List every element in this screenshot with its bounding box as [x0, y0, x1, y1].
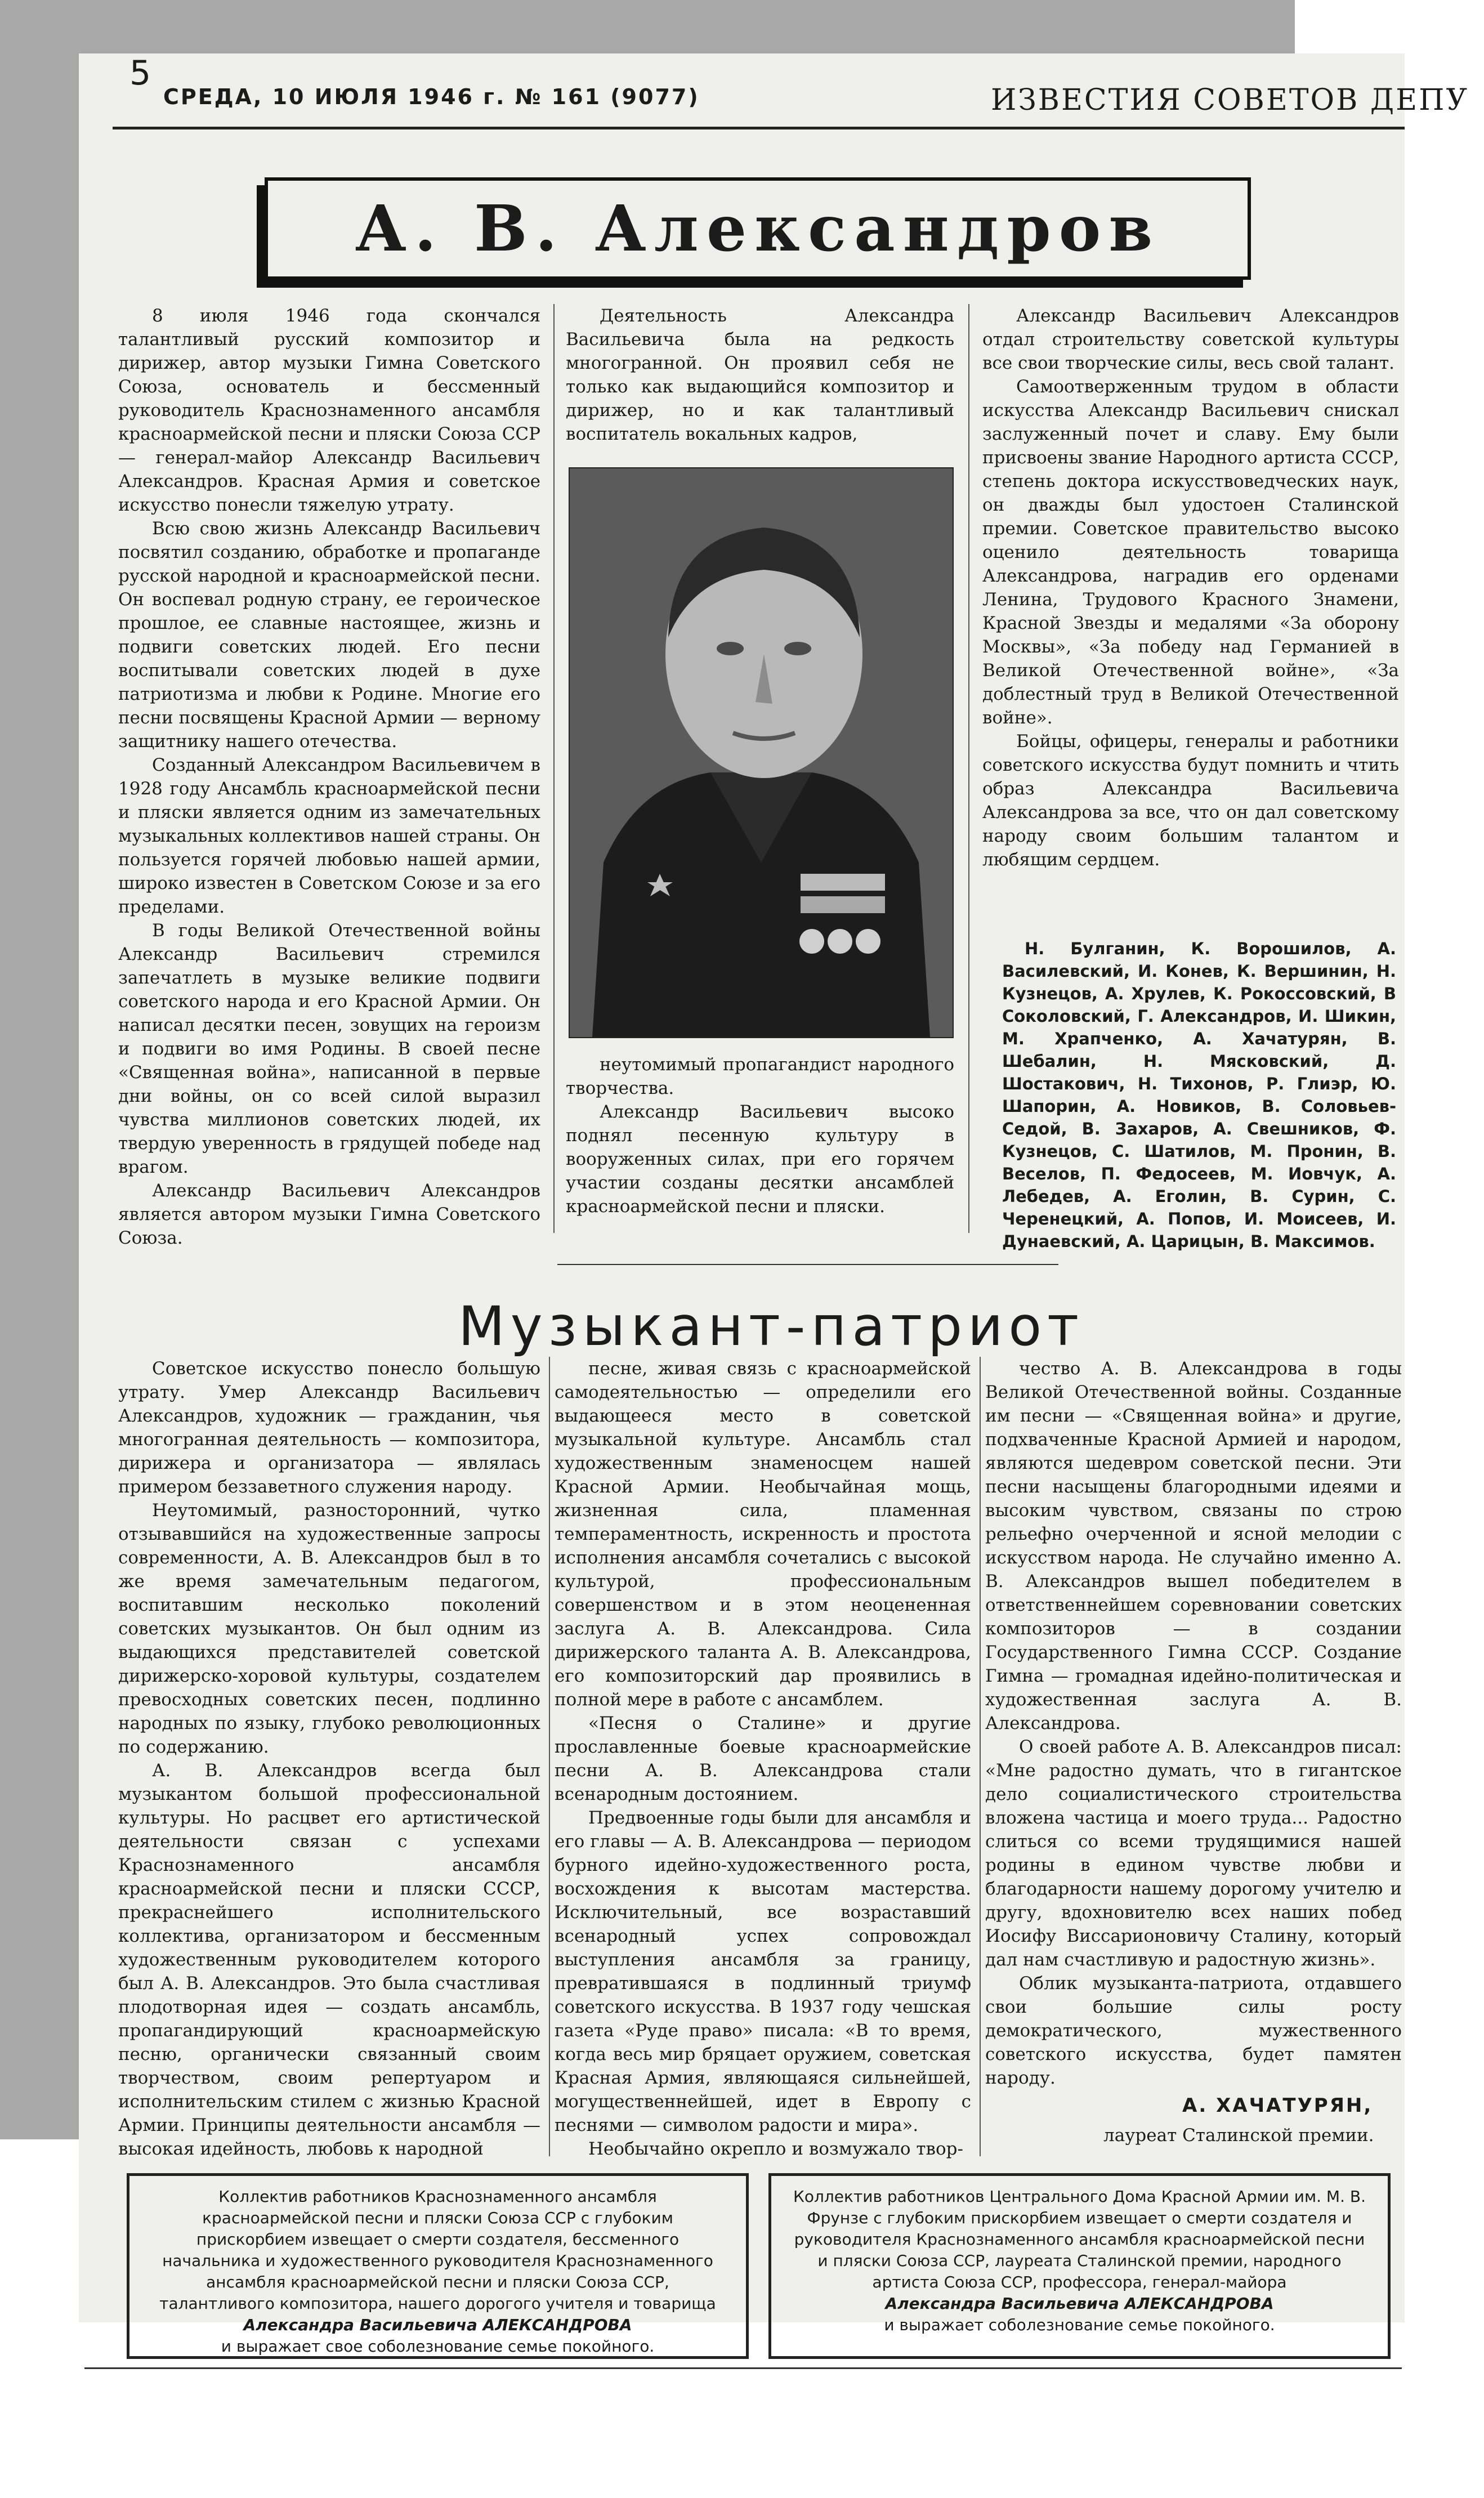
paragraph: Неутомимый, разносторонний, чутко отзывавшийся на художественные запросы современности, А. В. Александров был в то же время замечательным педагогом, воспитавшим несколько поколений советских музыкантов. Он был одним из выдающихся представителей советской дирижерско-хоровой культуры, создателем превосходных советских песен, подлинно народных по языку, глубоко революционных по содержанию.: [118, 1500, 540, 1757]
paragraph: Необычайно окрепло и возмужало твор-: [588, 2139, 963, 2159]
paragraph: А. В. Александров всегда был музыкантом большой профессиональной культуры. Но расцвет его артистической деятельности связан с успехами Краснознаменного ансамбля красноармейской песни и пляски СССР, прекраснейшего исполнительского коллектива, организатором и бессменным художественным руководителем которого был А. В. Александров. Это была счастливая плодотворная идея — создать ансамбль, пропагандирующий красноармейскую песню, органически связанный своим творчеством, своим репертуаром и исполнительским стилем с жизнью Красной Армии. Принципы деятельности ансамбля — высокая идейность, любовь к народной: [118, 1760, 540, 2159]
paragraph: Александр Васильевич высоко поднял песенную культуру в вооруженных силах, при его горячем участии созданы десятки ансамблей красноармейской песни и пляски.: [566, 1102, 954, 1217]
paragraph: Самоотверженным трудом в области искусства Александр Васильевич снискал заслуженный почет и славу. Ему были присвоены звание Народного артиста СССР, степень доктора искусствоведческих наук, он дважды был удостоен Сталинской премии. Советское правительство высоко оценило деятельность товарища Александрова, наградив его орденами Ленина, Трудового Красного Знамени, Красной Звезды и медалями «За оборону Москвы», «За победу над Германией в Великой Отечественной войне», «За доблестный труд в Великой Отечественной войне».: [982, 377, 1399, 728]
feature-column-1: [118, 1357, 540, 2161]
page-mark: 5: [129, 53, 151, 93]
paragraph: неутомимый пропагандист народного творчества.: [566, 1054, 954, 1098]
condolence-closing: и выражает соболезнование семье покойного.: [884, 2316, 1275, 2334]
column-rule: [980, 1357, 981, 2156]
paragraph: Александр Васильевич Александров является автором музыки Гимна Советского Союза.: [118, 1181, 540, 1248]
obituary-column-2-top: [566, 304, 954, 446]
feature-title: Музыкант-патриот: [458, 1295, 1085, 1358]
condolence-name: Александра Васильевича АЛЕКСАНДРОВА: [885, 2294, 1274, 2313]
signatories: Н. Булганин, К. Ворошилов, А. Василевский, И. Конев, К. Вершинин, Н. Кузнецов, А. Хрулев, К. Рокоссовский, В Соколовский, Г. Александров, И. Шикин, М. Храпченко, А. Хачатурян, В. Шебалин, Н. Мясковский, Д. Шостакович, Н. Тихонов, Р. Глиэр, Ю. Шапорин, А. Новиков, В. Соловьев-Седой, В. Захаров, А. Свешников, Ф. Кузнецов, С. Шатилов, М. Пронин, В. Веселов, П. Федосеев, М. Иовчук, А. Лебедев, А. Еголин, В. Сурин, С. Черенецкий, А. Попов, И. Моисеев, И. Дунаевский, А. Царицын, В. Максимов.: [1002, 939, 1396, 1251]
paragraph: чество А. В. Александрова в годы Великой Отечественной войны. Созданные им песни — «Священная война» и другие, подхваченные Красной Армией и народом, являются шедевром советской песни. Эти песни насыщены благородными идеями и высоким чувством, связаны по строю рельефно очерченной и ясной мелодии с искусством народа. Не случайно именно А. В. Александров вышел победителем в ответственнейшем соревновании советских композиторов — в создании Государственного Гимна СССР. Создание Гимна — громадная идейно-политическая и художественная заслуга А. В. Александрова.: [985, 1359, 1402, 1733]
obituary-column-2-bottom: [566, 1053, 954, 1218]
paragraph: Предвоенные годы были для ансамбля и его главы — А. В. Александрова — периодом бурного идейно-художественного роста, восхождения к высотам мастерства. Исключительный, все возраставший всенародный успех сопровождал выступления ансамбля за границу, превратившаяся в подлинный триумф советского искусства. В 1937 году чешская газета «Руде право» писала: «В то время, когда весь мир бряцает оружием, советская Красная Армия, являющаяся сильнейшей, могущественнейшей, идет в Европу с песнями — символом радости и мира».: [555, 1808, 971, 2135]
paragraph: Бойцы, офицеры, генералы и работники советского искусства будут помнить и чтить образ Александра Васильевича Александрова за все, что он дал советскому народу своим большим талантом и любящим сердцем.: [982, 731, 1399, 870]
paragraph: Созданный Александром Васильевичем в 1928 году Ансамбль красноармейской песни и пляски является одним из замечательных музыкальных коллективов нашей страны. Он пользуется горячей любовью нашей армии, широко известен в Советском Союзе и за его пределами.: [118, 755, 540, 917]
signatories-list: [1002, 937, 1396, 1253]
condolence-closing: и выражает свое соболезнование семье покойного.: [221, 2337, 655, 2356]
obituary-title: А. В. Александров: [265, 177, 1251, 280]
paragraph: О своей работе А. В. Александров писал: «Мне радостно думать, что в гигантское дело социалистического строительства вложена частица и моего труда... Радостно слиться со всеми трудящимися нашей родины в едином чувстве любви и благодарности нашему дорогому учителю и другу, вдохновителю всех наших побед Иосифу Виссарионовичу Сталину, который дал нам счастливую и радостную жизнь».: [985, 1737, 1402, 1970]
masthead-rule: [113, 127, 1405, 129]
condolence-text: Коллектив работников Краснознаменного ансамбля красноармейской песни и пляски Союза ССР с глубоким прискорбием извещает о смерти создателя, бессменного начальника и художественного руководителя Краснознаменного ансамбля красноармейской песни и пляски Союза ССР, талантливого композитора, нашего дорогого учителя и товарища: [159, 2187, 716, 2313]
paragraph: В годы Великой Отечественной войны Александр Васильевич стремился запечатлеть в музыке великие подвиги советского народа и его Красной Армии. Он написал десятки песен, зовущих на героизм и подвиги во имя Родины. В своей песне «Священная война», написанной в первые дни войны, он со всей силой выразил чувства миллионов советских людей, их твердую уверенность в грядущей победе над врагом.: [118, 920, 540, 1177]
paragraph: Советское искусство понесло большую утрату. Умер Александр Васильевич Александров, художник — гражданин, чья многогранная деятельность — композитора, дирижера и организатора — являлась примером беззаветного служения народу.: [118, 1359, 540, 1497]
portrait-image: [570, 468, 953, 1037]
feature-author: А. ХАЧАТУРЯН,: [1182, 2094, 1373, 2117]
column-rule: [549, 1357, 550, 2156]
bottom-rule: [84, 2367, 1402, 2369]
paragraph: Александр Васильевич Александров отдал строительству советской культуры все свои творческие силы, весь свой талант.: [982, 306, 1399, 373]
obituary-column-3: [982, 304, 1399, 872]
paragraph: 8 июля 1946 года скончался талантливый русский композитор и дирижер, автор музыки Гимна Советского Союза, основатель и бессменный руководитель Краснознаменного ансамбля красноармейской песни и пляски Союза ССР — генерал-майор Александр Васильевич Александров. Красная Армия и советское искусство понесли тяжелую утрату.: [118, 306, 540, 515]
feature-column-3: [985, 1357, 1402, 2090]
feature-author-title: лауреат Сталинской премии.: [1103, 2125, 1374, 2146]
portrait-photo: [569, 467, 954, 1038]
feature-column-2: [555, 1357, 971, 2161]
masthead-date: СРЕДА, 10 ИЮЛЯ 1946 г. № 161 (9077): [163, 84, 700, 109]
masthead-paper-name: ИЗВЕСТИЯ СОВЕТОВ ДЕПУ: [991, 83, 1469, 117]
paragraph: Всю свою жизнь Александр Васильевич посвятил созданию, обработке и пропаганде русской народной и красноармейской песни. Он воспевал родную страну, ее героическое прошлое, ее славные настоящее, жизнь и подвиги советских людей. Его песни воспитывали советских людей в духе патриотизма и любви к Родине. Многие его песни посвящены Красной Армии — верному защитнику нашего отечества.: [118, 519, 540, 752]
obituary-column-1: [118, 304, 540, 1250]
column-rule: [968, 304, 969, 1233]
condolence-notice-right: [768, 2173, 1391, 2359]
paragraph: Деятельность Александра Васильевича была на редкость многогранной. Он проявил себя не только как выдающийся композитор и дирижер, но и как талантливый воспитатель вокальных кадров,: [566, 306, 954, 444]
condolence-text: Коллектив работников Центрального Дома Красной Армии им. М. В. Фрунзе с глубоким прискорбием извещает о смерти создателя и руководителя Краснознаменного ансамбля красноармейской песни и пляски Союза ССР, лауреата Сталинской премии, народного артиста Союза ССР, профессора, генерал-майора: [793, 2187, 1366, 2291]
paragraph: Облик музыканта-патриота, отдавшего свои большие силы росту демократического, мужественного советского искусства, будет памятен народу.: [985, 1973, 1402, 2088]
column-rule: [553, 304, 555, 1233]
section-divider: [557, 1264, 1058, 1265]
condolence-name: Александра Васильевича АЛЕКСАНДРОВА: [243, 2316, 632, 2334]
condolence-notice-left: [127, 2173, 749, 2359]
paragraph: песне, живая связь с красноармейской самодеятельностью — определили его выдающееся место в советской музыкальной культуре. Ансамбль стал художественным знаменосцем нашей Красной Армии. Необычайная мощь, жизненная сила, пламенная темпераментность, искренность и простота исполнения ансамбля сочетались с высокой культурой, профессиональным совершенством и в этом неоцененная заслуга А. В. Александрова. Сила дирижерского таланта А. В. Александрова, его композиторский дар проявились в полной мере в работе с ансамблем.: [555, 1359, 971, 1710]
paragraph: «Песня о Сталине» и другие прославленные боевые красноармейские песни А. В. Александрова стали всенародным достоянием.: [555, 1713, 971, 1804]
